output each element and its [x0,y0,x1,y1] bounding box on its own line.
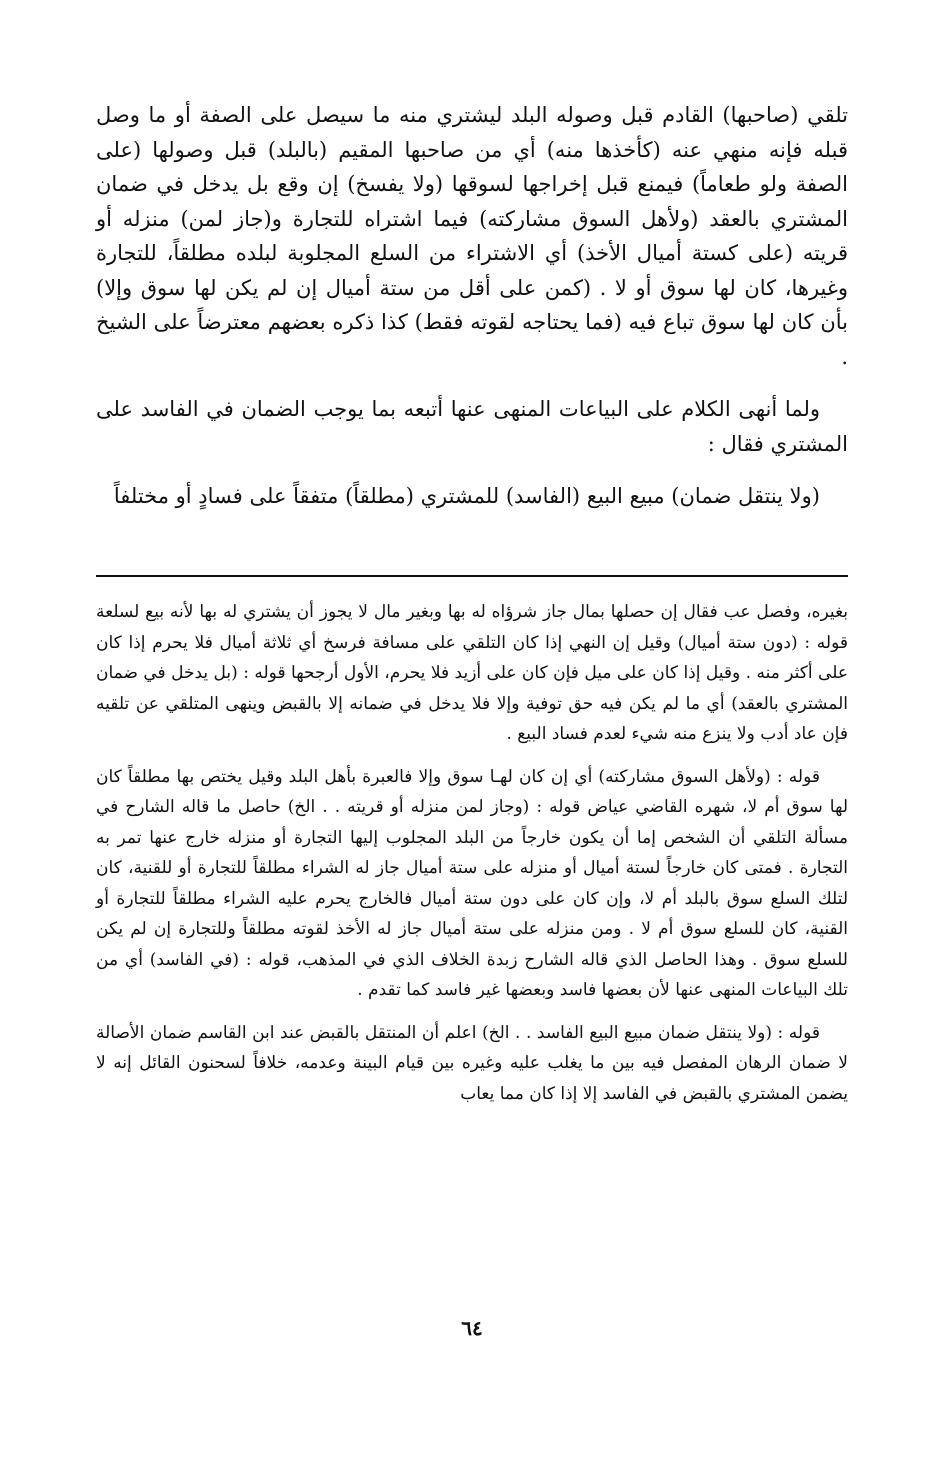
footnote-paragraph-1: بغيره، وفصل عب فقال إن حصلها بمال جاز شرؤاه له بها وبغير مال لا يجوز أن يشتري له بها لأنه بيع لسلعة قوله : (دون ستة أميال) وقيل إن النهي إذا كان التلقي على مسافة فرسخ أي ثلاثة أميال فلا يحرم إذا كان على أكثر منه . وقيل إذا كان على ميل فإن كان على أزيد فلا يحرم، الأول أرجحها قوله : (بل يدخل في ضمان المشتري بالعقد) أي ما لم يكن فيه حق توفية وإلا فلا يدخل في ضمانه إلا بالقبض وينهى المتلقي عن تلقيه فإن عاد أدب ولا ينزع منه شيء لعدم فساد البيع . [96,602,848,744]
main-text [96,98,848,532]
main-paragraph-2: ولما أنهى الكلام على البياعات المنهى عنها أتبعه بما يوجب الضمان في الفاسد على المشتري فقال : [96,397,848,456]
page-number: ٦٤ [461,1316,483,1340]
main-paragraph-1: تلقي (صاحبها) القادم قبل وصوله البلد ليشتري منه ما سيصل على الصفة أو ما وصل قبله فإنه منهي عنه (كأخذها منه) أي من صاحبها المقيم (بالبلد) قبل وصولها (على الصفة ولو طعاماً) فيمنع قبل إخراجها لسوقها (ولا يفسخ) إن وقع بل يدخل في ضمان المشتري بالعقد (ولأهل السوق مشاركته) فيما اشتراه للتجارة و(جاز لمن) منزله أو قريته (على كستة أميال الأخذ) أي الاشتراء من السلع المجلوبة لبلده مطلقاً، للتجارة وغيرها، كان لها سوق أو لا . (كمن على أقل من ستة أميال إن لم يكن لها سوق وإلا) بأن كان لها سوق تباع فيه (فما يحتاجه لقوته فقط) كذا ذكره بعضهم معترضاً على الشيخ . [96,103,848,369]
footnote-paragraph-3: قوله : (ولا ينتقل ضمان مبيع البيع الفاسد . . الخ) اعلم أن المنتقل بالقبض عند ابن القاسم ضمان الأصالة لا ضمان الرهان المفصل فيه بين ما يغلب عليه وغيره بين قيام البينة وعدمه، خلافاً لسحنون القائل إنه لا يضمن المشتري بالقبض في الفاسد إلا إذا كان مما يعاب [96,1022,848,1104]
footnotes [96,597,848,1121]
main-paragraph-3: (ولا ينتقل ضمان) مبيع البيع (الفاسد) للمشتري (مطلقاً) متفقاً على فسادٍ أو مختلفاً [113,484,820,508]
footnote-separator [96,575,848,577]
footnote-paragraph-2: قوله : (ولأهل السوق مشاركته) أي إن كان لهـا سوق وإلا فالعبرة بأهل البلد وقيل يختص بها مطلقاً كان لها سوق أم لا، شهره القاضي عياض قوله : (وجاز لمن منزله أو قريته . . الخ) حاصل ما قاله الشارح في مسألة التلقي أن الشخص إما أن يكون خارجاً من البلد المجلوب إليها التجارة أو منزله خارج عنها تمر به التجارة . فمتى كان خارجاً لستة أميال أو منزله على ستة أميال جاز له الشراء مطلقاً للتجارة أو للقنية، كان لتلك السلع سوق بالبلد أم لا، وإن كان على دون ستة أميال فالخارج يحرم عليه الشراء مطلقاً للتجارة أو القنية، كان للسلع سوق أم لا . ومن منزله على ستة أميال جاز له الأخذ لقوته مطلقاً وللتجارة إن لم يكن للسلع سوق . وهذا الحاصل الذي قاله الشارح زبدة الخلاف الذي في المذهب، قوله : (في الفاسد) أي من تلك البياعات المنهى عنها لأن بعضها فاسد وبعضها غير فاسد كما تقدم . [96,766,848,1000]
